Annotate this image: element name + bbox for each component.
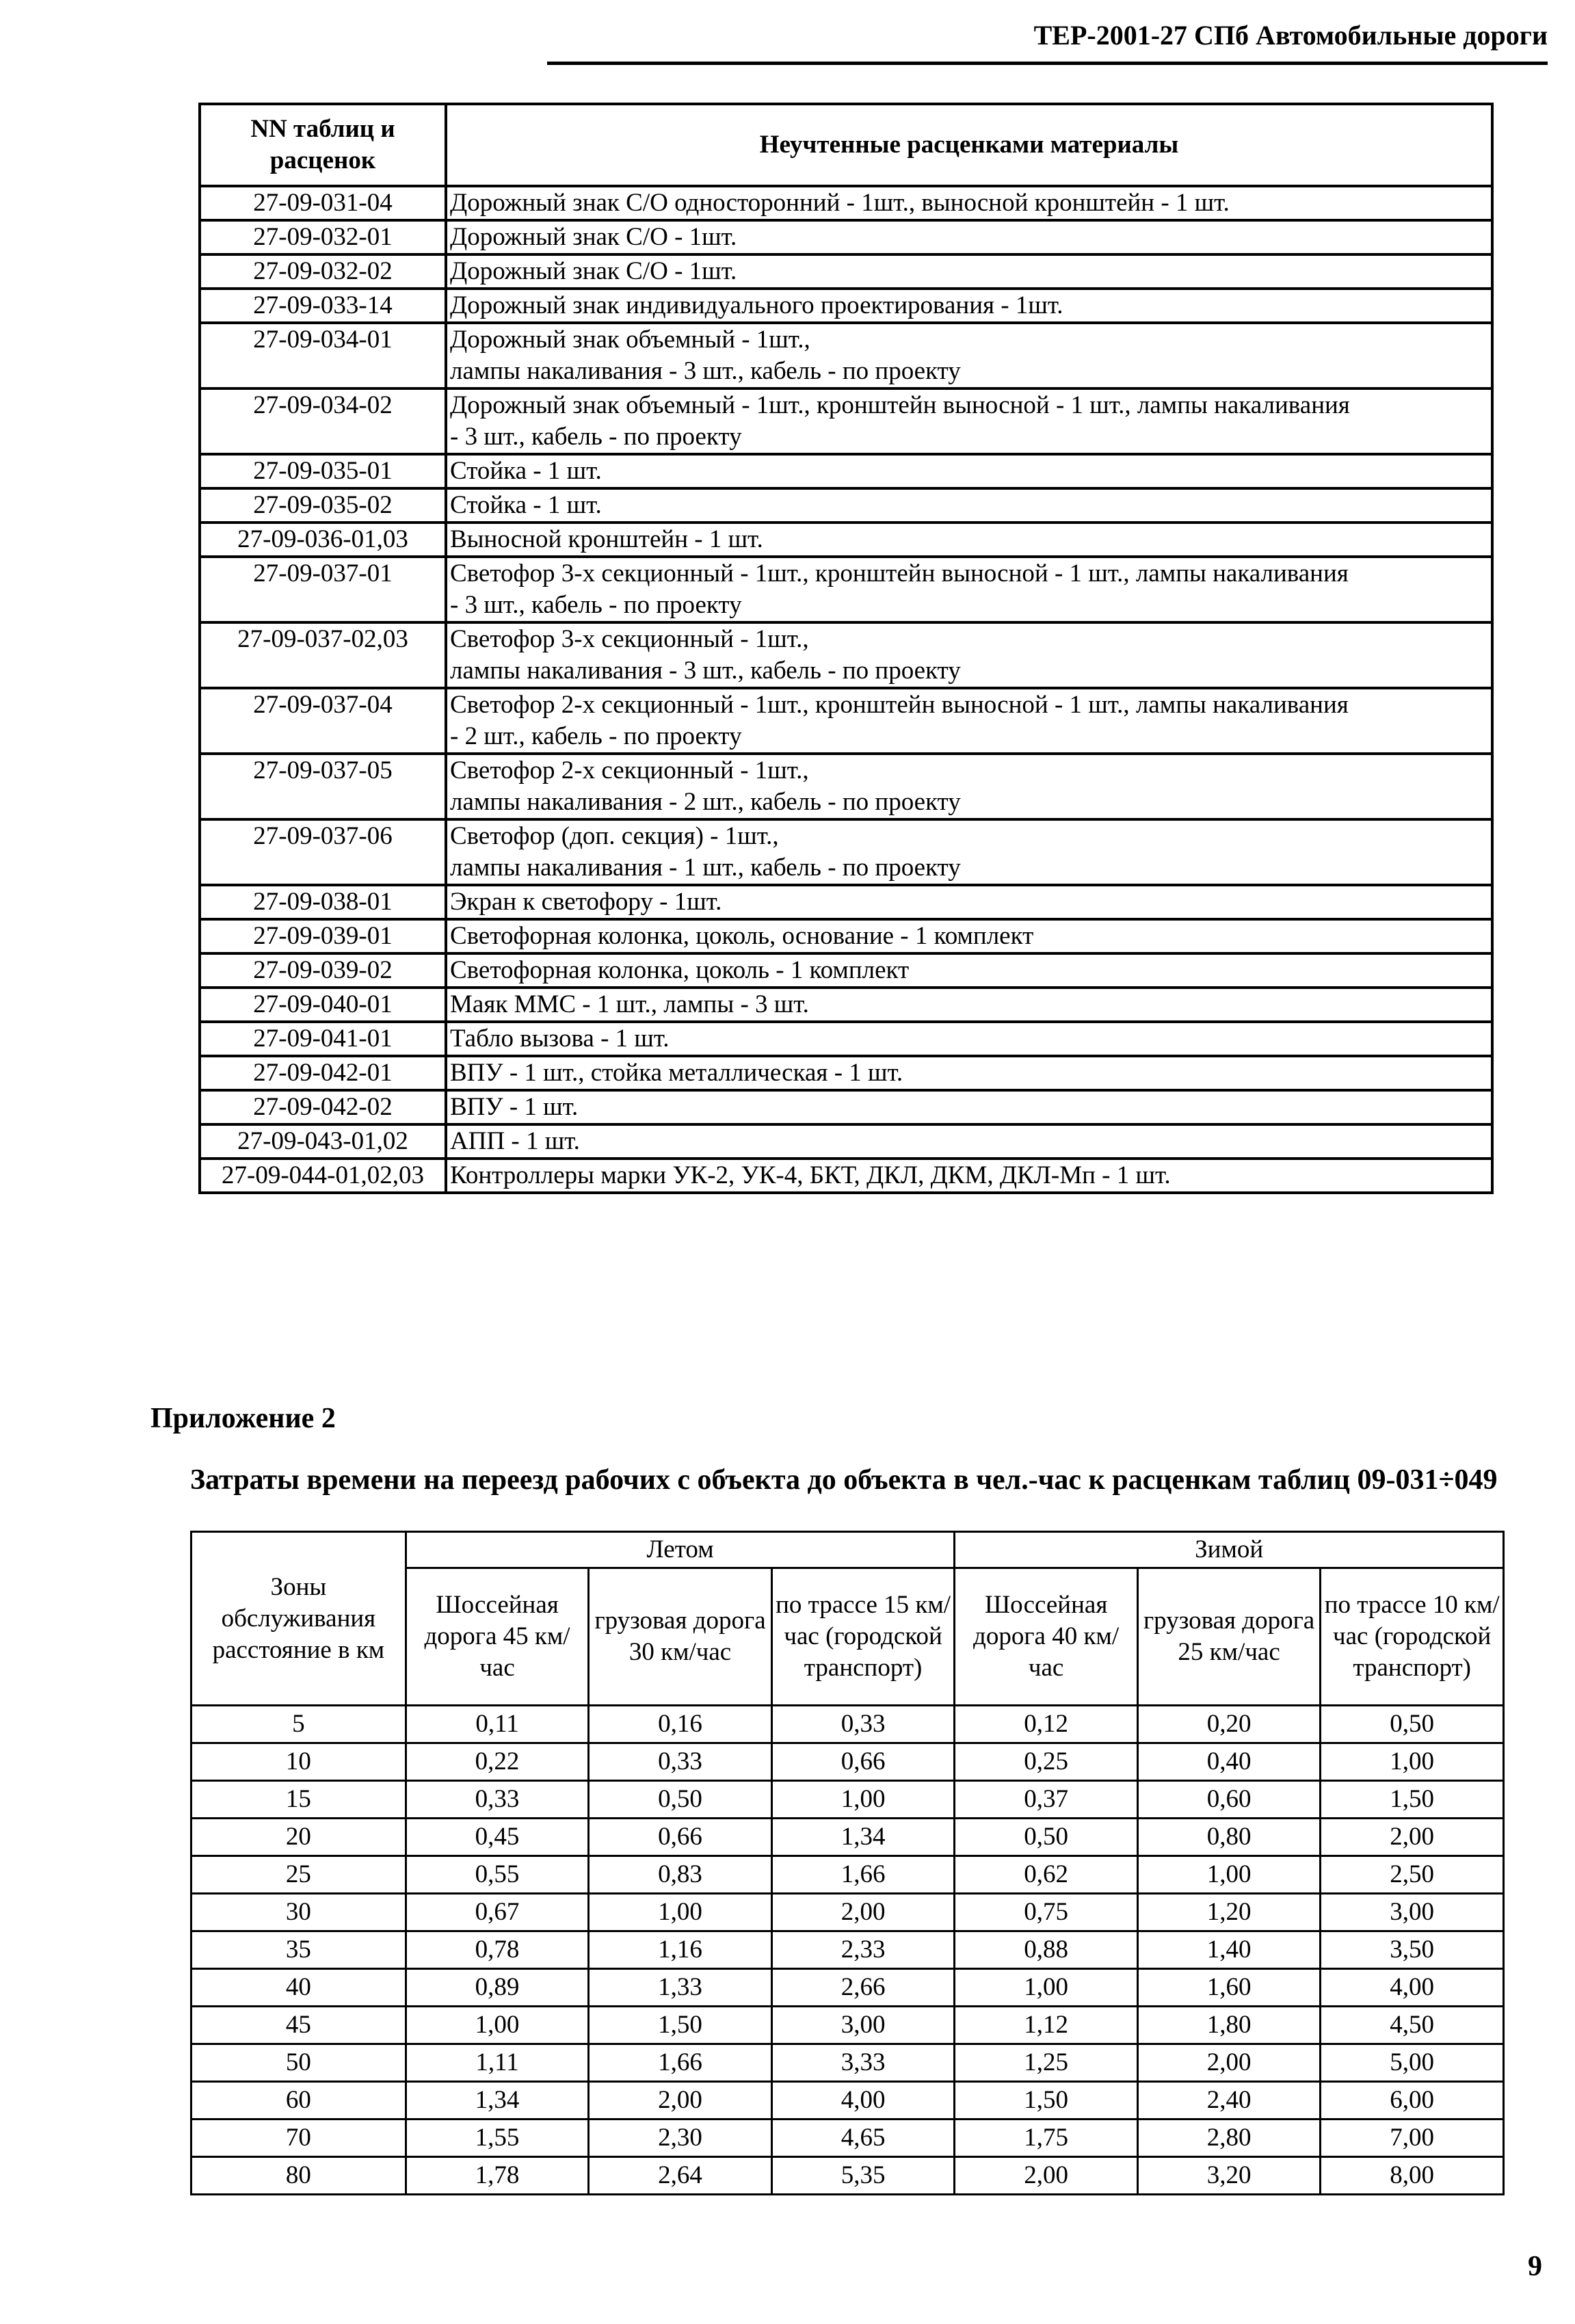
table-row [200,289,1492,323]
materials-cell: Стойка - 1 шт. [446,454,1492,488]
time-value-cell: 3,20 [1137,2157,1321,2195]
time-value-cell: 0,88 [955,1931,1138,1969]
table-row [200,1056,1492,1090]
season-header-row [191,1532,1504,1568]
time-value-cell: 2,50 [1321,1856,1504,1894]
materials-cell: Дорожный знак объемный - 1шт., лампы накаливания - 3 шт., кабель - по проекту [446,323,1492,388]
time-value-cell: 4,00 [771,2082,955,2120]
rate-code-cell: 27-09-034-02 [200,388,446,454]
time-value-cell: 0,37 [955,1781,1138,1819]
document-header-title: ТЕР-2001-27 СПб Автомобильные дороги [1033,20,1548,51]
time-value-cell: 2,40 [1137,2082,1321,2120]
table-row [200,1159,1492,1193]
summer-header-cell: Летом [406,1532,955,1568]
rate-code-cell: 27-09-039-01 [200,919,446,953]
zone-distance-cell: 30 [191,1894,406,1931]
time-value-cell: 1,00 [955,1969,1138,2007]
time-value-cell: 5,00 [1321,2044,1504,2082]
rate-code-cell: 27-09-042-02 [200,1090,446,1124]
table-row [200,953,1492,988]
table-row [200,557,1492,622]
zone-distance-cell: 15 [191,1781,406,1819]
time-value-cell: 1,00 [589,1894,772,1931]
appendix-caption: Затраты времени на переезд рабочих с объекта до объекта в чел.-час к расценкам таблиц 09-031÷049 [190,1464,1498,1496]
time-value-cell: 2,00 [771,1894,955,1931]
rate-code-cell: 27-09-031-04 [200,186,446,220]
rate-code-cell: 27-09-040-01 [200,988,446,1022]
time-value-cell: 0,66 [771,1743,955,1781]
rate-code-cell: 27-09-037-02,03 [200,622,446,688]
materials-cell: Экран к светофору - 1шт. [446,885,1492,919]
table-row [200,488,1492,523]
materials-cell: Контроллеры марки УК-2, УК-4, БКТ, ДКЛ, ДКМ, ДКЛ-Мп - 1 шт. [446,1159,1492,1193]
time-value-cell: 1,40 [1137,1931,1321,1969]
rate-code-cell: 27-09-033-14 [200,289,446,323]
rate-code-cell: 27-09-042-01 [200,1056,446,1090]
time-value-cell: 3,33 [771,2044,955,2082]
rate-code-cell: 27-09-044-01,02,03 [200,1159,446,1193]
time-value-cell: 0,12 [955,1706,1138,1743]
time-value-cell: 2,00 [1137,2044,1321,2082]
time-value-cell: 3,00 [771,2007,955,2044]
materials-cell: Дорожный знак С/О односторонний - 1шт., выносной кронштейн - 1 шт. [446,186,1492,220]
table-row [200,622,1492,688]
materials-cell: ВПУ - 1 шт. [446,1090,1492,1124]
time-value-cell: 2,64 [589,2157,772,2195]
zone-distance-cell: 10 [191,1743,406,1781]
time-value-cell: 0,40 [1137,1743,1321,1781]
table-row [191,1931,1504,1969]
zone-distance-cell: 40 [191,1969,406,2007]
table-row [200,754,1492,819]
rate-code-cell: 27-09-038-01 [200,885,446,919]
zone-distance-cell: 5 [191,1706,406,1743]
materials-cell: Светофор 3-х секционный - 1шт., лампы накаливания - 3 шт., кабель - по проекту [446,622,1492,688]
sub-header-cell: грузовая дорога 30 км/час [589,1568,772,1706]
time-value-cell: 0,22 [406,1743,589,1781]
time-value-cell: 1,50 [955,2082,1138,2120]
time-value-cell: 0,50 [589,1781,772,1819]
zone-distance-cell: 45 [191,2007,406,2044]
time-value-cell: 0,33 [406,1781,589,1819]
table-row [191,1781,1504,1819]
table-row [191,1706,1504,1743]
time-value-cell: 0,25 [955,1743,1138,1781]
time-value-cell: 1,33 [589,1969,772,2007]
table-row [191,2082,1504,2120]
rate-code-cell: 27-09-032-01 [200,220,446,254]
rate-code-cell: 27-09-035-02 [200,488,446,523]
table-row [200,819,1492,885]
zone-header-cell: Зоны обслуживания расстояние в км [191,1532,406,1706]
materials-cell: Дорожный знак объемный - 1шт., кронштейн выносной - 1 шт., лампы накаливания - 3 шт., кабель - по проекту [446,388,1492,454]
time-value-cell: 4,65 [771,2120,955,2157]
time-value-cell: 0,66 [589,1819,772,1856]
time-value-cell: 2,66 [771,1969,955,2007]
rate-code-cell: 27-09-037-06 [200,819,446,885]
time-value-cell: 1,60 [1137,1969,1321,2007]
table-row [200,1090,1492,1124]
time-value-cell: 0,50 [955,1819,1138,1856]
sub-header-cell: по трассе 15 км/час (городской транспорт) [771,1568,955,1706]
time-value-cell: 0,67 [406,1894,589,1931]
table-row [200,1124,1492,1159]
time-value-cell: 1,25 [955,2044,1138,2082]
header-cell-materials: Неучтенные расценками материалы [446,104,1492,186]
time-value-cell: 1,16 [589,1931,772,1969]
appendix-title: Приложение 2 [150,1403,336,1434]
sub-header-cell: Шоссейная дорога 40 км/час [955,1568,1138,1706]
table-row [200,454,1492,488]
time-value-cell: 0,55 [406,1856,589,1894]
zone-distance-cell: 35 [191,1931,406,1969]
table-row [200,220,1492,254]
time-value-cell: 2,30 [589,2120,772,2157]
time-value-cell: 1,00 [406,2007,589,2044]
rate-code-cell: 27-09-037-05 [200,754,446,819]
table-row [191,2157,1504,2195]
table-row [191,1819,1504,1856]
time-value-cell: 3,50 [1321,1931,1504,1969]
zone-distance-cell: 70 [191,2120,406,2157]
time-value-cell: 0,60 [1137,1781,1321,1819]
time-value-cell: 1,12 [955,2007,1138,2044]
materials-cell: Дорожный знак С/О - 1шт. [446,254,1492,289]
time-value-cell: 1,78 [406,2157,589,2195]
time-value-cell: 7,00 [1321,2120,1504,2157]
time-value-cell: 0,62 [955,1856,1138,1894]
materials-cell: Выносной кронштейн - 1 шт. [446,523,1492,557]
table-row [200,523,1492,557]
time-value-cell: 0,16 [589,1706,772,1743]
time-value-cell: 0,20 [1137,1706,1321,1743]
time-value-cell: 0,80 [1137,1819,1321,1856]
table-row [191,1743,1504,1781]
time-value-cell: 1,34 [406,2082,589,2120]
materials-cell: АПП - 1 шт. [446,1124,1492,1159]
table-row [200,988,1492,1022]
zone-distance-cell: 60 [191,2082,406,2120]
table-row [191,2044,1504,2082]
time-value-cell: 1,50 [589,2007,772,2044]
time-value-cell: 0,33 [589,1743,772,1781]
materials-table [198,103,1494,1194]
materials-cell: Светофорная колонка, цоколь, основание - 1 комплект [446,919,1492,953]
table-row [200,186,1492,220]
rate-code-cell: 27-09-039-02 [200,953,446,988]
table-row [191,2120,1504,2157]
time-value-cell: 4,50 [1321,2007,1504,2044]
time-value-cell: 0,78 [406,1931,589,1969]
materials-table-header-row [200,104,1492,186]
table-row [200,919,1492,953]
rate-code-cell: 27-09-037-04 [200,688,446,754]
time-value-cell: 0,89 [406,1969,589,2007]
rate-code-cell: 27-09-034-01 [200,323,446,388]
rate-code-cell: 27-09-043-01,02 [200,1124,446,1159]
table-row [200,323,1492,388]
materials-cell: Табло вызова - 1 шт. [446,1022,1492,1056]
materials-cell: Дорожный знак С/О - 1шт. [446,220,1492,254]
header-cell-codes: NN таблиц и расценок [200,104,446,186]
materials-cell: Светофор 2-х секционный - 1шт., лампы накаливания - 2 шт., кабель - по проекту [446,754,1492,819]
table-row [200,885,1492,919]
zone-distance-cell: 80 [191,2157,406,2195]
sub-header-cell: Шоссейная дорога 45 км/час [406,1568,589,1706]
sub-header-cell: грузовая дорога 25 км/час [1137,1568,1321,1706]
time-value-cell: 2,00 [589,2082,772,2120]
time-value-cell: 0,50 [1321,1706,1504,1743]
rate-code-cell: 27-09-036-01,03 [200,523,446,557]
time-value-cell: 1,80 [1137,2007,1321,2044]
time-value-cell: 6,00 [1321,2082,1504,2120]
time-value-cell: 0,83 [589,1856,772,1894]
table-row [191,1856,1504,1894]
time-value-cell: 1,20 [1137,1894,1321,1931]
time-value-cell: 1,00 [771,1781,955,1819]
time-value-cell: 2,80 [1137,2120,1321,2157]
winter-header-cell: Зимой [955,1532,1504,1568]
materials-cell: ВПУ - 1 шт., стойка металлическая - 1 шт. [446,1056,1492,1090]
time-value-cell: 2,00 [1321,1819,1504,1856]
table-row [191,2007,1504,2044]
time-value-cell: 4,00 [1321,1969,1504,2007]
rate-code-cell: 27-09-037-01 [200,557,446,622]
materials-cell: Маяк ММС - 1 шт., лампы - 3 шт. [446,988,1492,1022]
zone-distance-cell: 20 [191,1819,406,1856]
time-value-cell: 2,33 [771,1931,955,1969]
table-row [200,254,1492,289]
materials-cell: Дорожный знак индивидуального проектирования - 1шт. [446,289,1492,323]
rate-code-cell: 27-09-035-01 [200,454,446,488]
time-value-cell: 0,11 [406,1706,589,1743]
travel-time-table [190,1531,1505,2195]
table-row [191,1894,1504,1931]
materials-cell: Светофор (доп. секция) - 1шт., лампы накаливания - 1 шт., кабель - по проекту [446,819,1492,885]
time-value-cell: 1,50 [1321,1781,1504,1819]
table-row [200,688,1492,754]
time-value-cell: 1,11 [406,2044,589,2082]
header-divider [547,62,1548,65]
time-value-cell: 2,00 [955,2157,1138,2195]
zone-distance-cell: 50 [191,2044,406,2082]
materials-cell: Светофор 2-х секционный - 1шт., кронштейн выносной - 1 шт., лампы накаливания - 2 шт., кабель - по проекту [446,688,1492,754]
time-value-cell: 8,00 [1321,2157,1504,2195]
rate-code-cell: 27-09-041-01 [200,1022,446,1056]
time-value-cell: 1,00 [1321,1743,1504,1781]
table-row [200,388,1492,454]
time-value-cell: 5,35 [771,2157,955,2195]
time-value-cell: 0,33 [771,1706,955,1743]
sub-header-cell: по трассе 10 км/час (городской транспорт) [1321,1568,1504,1706]
rate-code-cell: 27-09-032-02 [200,254,446,289]
zone-distance-cell: 25 [191,1856,406,1894]
time-value-cell: 1,55 [406,2120,589,2157]
time-value-cell: 3,00 [1321,1894,1504,1931]
time-value-cell: 1,75 [955,2120,1138,2157]
table-row [200,1022,1492,1056]
time-value-cell: 1,00 [1137,1856,1321,1894]
time-value-cell: 1,66 [589,2044,772,2082]
table-row [191,1969,1504,2007]
materials-cell: Стойка - 1 шт. [446,488,1492,523]
materials-cell: Светофорная колонка, цоколь - 1 комплект [446,953,1492,988]
materials-cell: Светофор 3-х секционный - 1шт., кронштейн выносной - 1 шт., лампы накаливания - 3 шт., кабель - по проекту [446,557,1492,622]
time-value-cell: 1,34 [771,1819,955,1856]
time-value-cell: 1,66 [771,1856,955,1894]
time-value-cell: 0,45 [406,1819,589,1856]
time-value-cell: 0,75 [955,1894,1138,1931]
page-number: 9 [1528,2251,1542,2282]
